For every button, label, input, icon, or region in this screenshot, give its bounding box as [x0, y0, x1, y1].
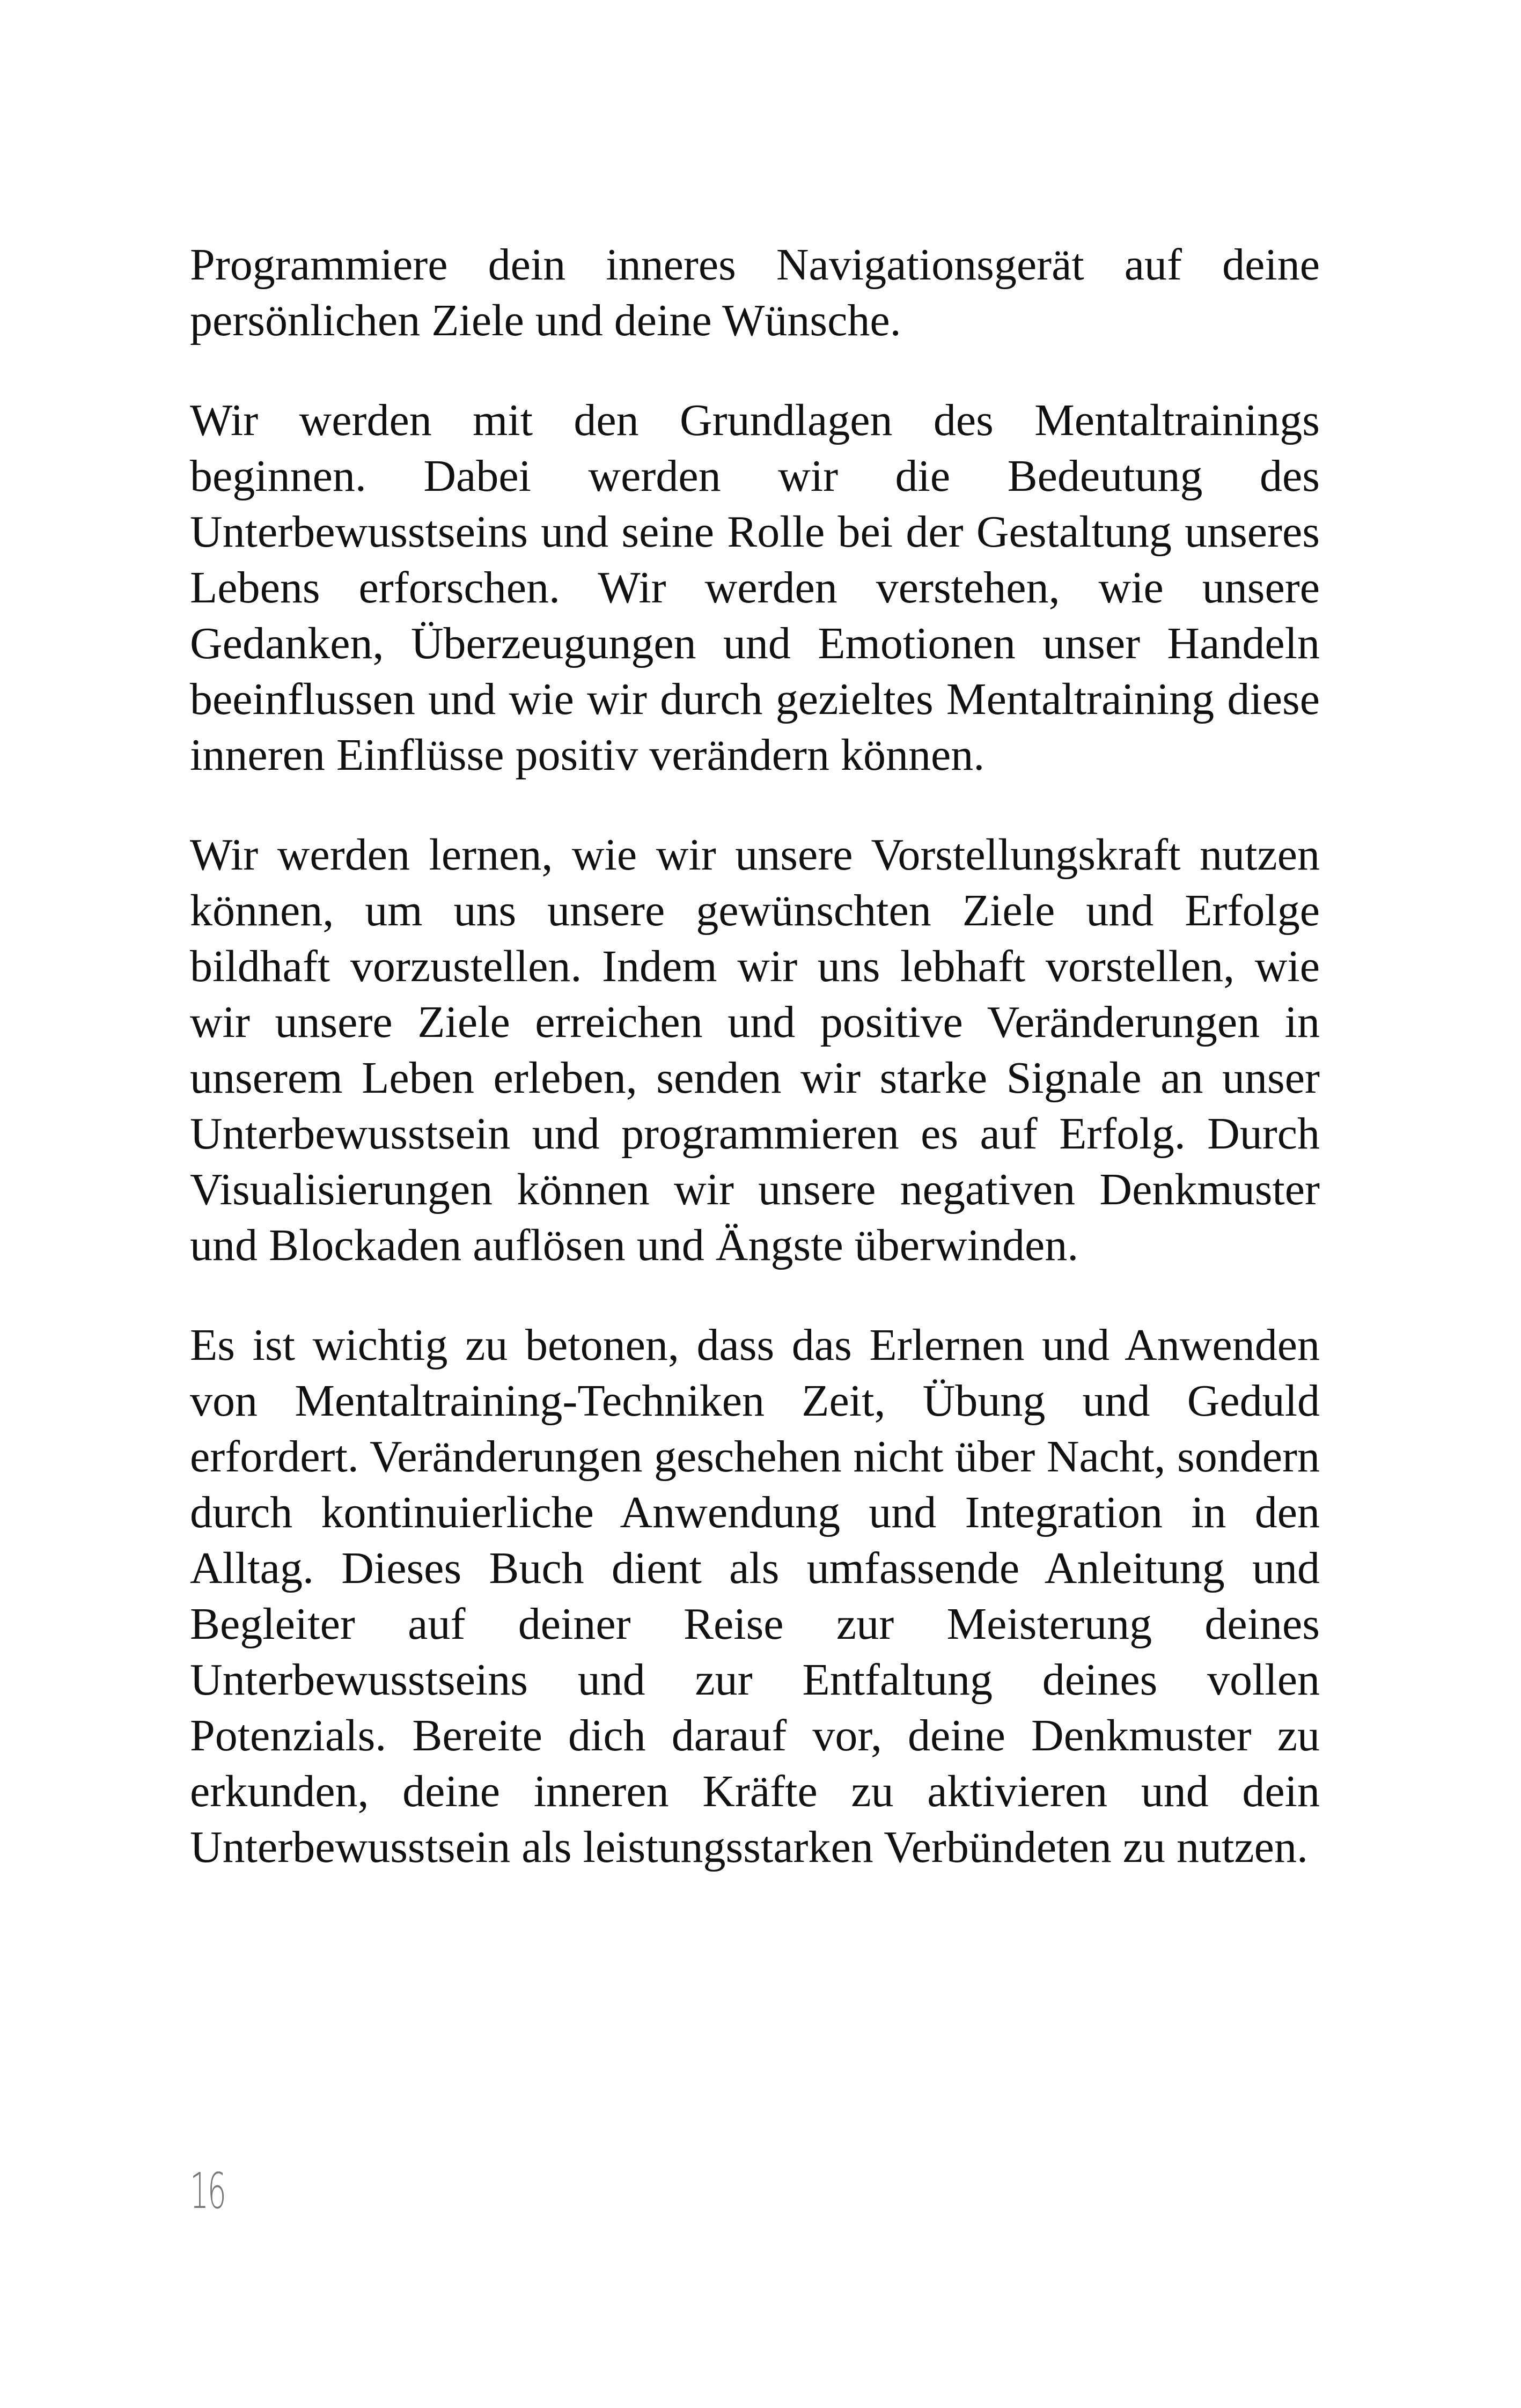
- paragraph-2: Wir werden mit den Grundlagen des Mentaltrainings beginnen. Dabei werden wir die Bedeutung des Unterbewusstseins und seine Rolle bei der Gestaltung unseres Lebens erforschen. Wir werden verstehen, wie unsere Gedanken, Überzeugungen und Emotionen unser Handeln beeinflussen und wie wir durch gezieltes Mentaltraining diese inneren Einflüsse positiv verändern können.: [190, 395, 1320, 780]
- paragraph-4: Es ist wichtig zu betonen, dass das Erlernen und Anwenden von Mentaltraining-Techniken Zeit, Übung und Geduld erfordert. Veränderungen geschehen nicht über Nacht, sondern durch kontinuierliche Anwendung und Integration in den Alltag. Dieses Buch dient als umfassende Anleitung und Begleiter auf deiner Reise zur Meisterung deines Unterbewusstseins und zur Entfaltung deines vollen Potenzials. Bereite dich darauf vor, deine Denkmuster zu erkunden, deine inneren Kräfte zu aktivieren und dein Unterbewusstsein als leistungsstarken Verbündeten zu nutzen.: [190, 1320, 1320, 1872]
- paragraph-3: Wir werden lernen, wie wir unsere Vorstellungskraft nutzen können, um uns unsere gewünschten Ziele und Erfolge bildhaft vorzustellen. Indem wir uns lebhaft vorstellen, wie wir unsere Ziele erreichen und positive Veränderungen in unserem Leben erleben, senden wir starke Signale an unser Unterbewusstsein und programmieren es auf Erfolg. Durch Visualisierungen können wir unsere negativen Denkmuster und Blockaden auflösen und Ängste überwinden.: [190, 830, 1320, 1270]
- page-number: 16: [190, 2162, 225, 2220]
- paragraph-1: Programmiere dein inneres Navigationsgerät auf deine persönlichen Ziele und deine Wünsche.: [190, 240, 1320, 345]
- page-body: [190, 237, 1320, 1919]
